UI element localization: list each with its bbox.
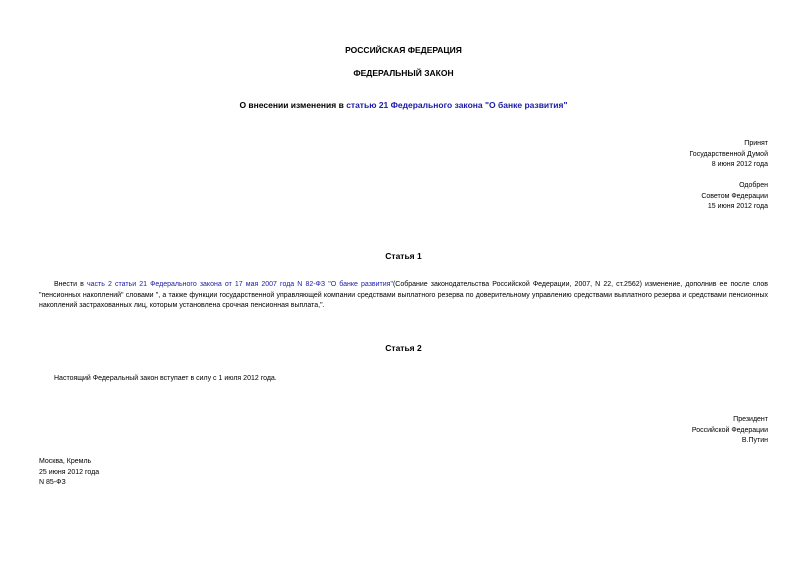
accepted-label: Принят [744,140,768,147]
signature-position: Президент [733,416,768,423]
article-2-heading: Статья 2 [385,343,422,353]
article-1-link[interactable]: часть 2 статьи 21 Федерального закона от 17 мая 2007 года N 82-ФЗ "О банке развития" [86,281,393,288]
signature-name: В.Путин [741,437,768,444]
approved-by: Советом Федерации [701,192,768,200]
law-number: N 85-ФЗ [39,479,66,486]
article-2-text: Настоящий Федеральный закон вступает в силу с 1 июля 2012 года. [54,375,277,382]
country-heading: РОССИЙСКАЯ ФЕДЕРАЦИЯ [345,45,462,55]
adoption-block [689,139,768,171]
article-1-text [39,280,768,312]
article-1-heading: Статья 1 [385,251,422,261]
place-city: Москва, Кремль [39,458,92,465]
accepted-date: 8 июня 2012 года [711,161,768,168]
approval-block [701,181,768,213]
article-1-rest: (Собрание законодательства Российской Федерации, 2007, N 22, ст.2562) изменение, дополнив ее после слов "пенсионных накоплений" словами ", а также функции государственной управляющей компании средствами выплатного резерва по доверительному управлению средствами выплатного резерва и средствами пенсионных накоплений застрахованных лиц, которым установлена срочная пенсионная выплата,". [39,281,768,309]
article-1-intro: Внести в [54,281,87,288]
signature-block [692,415,768,447]
law-title-link[interactable]: статью 21 Федерального закона "О банке развития" [346,100,568,110]
place-date-block [39,457,99,489]
document-type-heading: ФЕДЕРАЛЬНЫЙ ЗАКОН [353,68,454,78]
law-title [0,100,807,110]
place-date: 25 июня 2012 года [39,468,100,476]
approved-date: 15 июня 2012 года [707,203,768,210]
signature-country: Российской Федерации [691,426,768,434]
accepted-by: Государственной Думой [689,150,768,158]
law-title-prefix: О внесении изменения в [239,100,347,110]
approved-label: Одобрен [739,182,768,189]
